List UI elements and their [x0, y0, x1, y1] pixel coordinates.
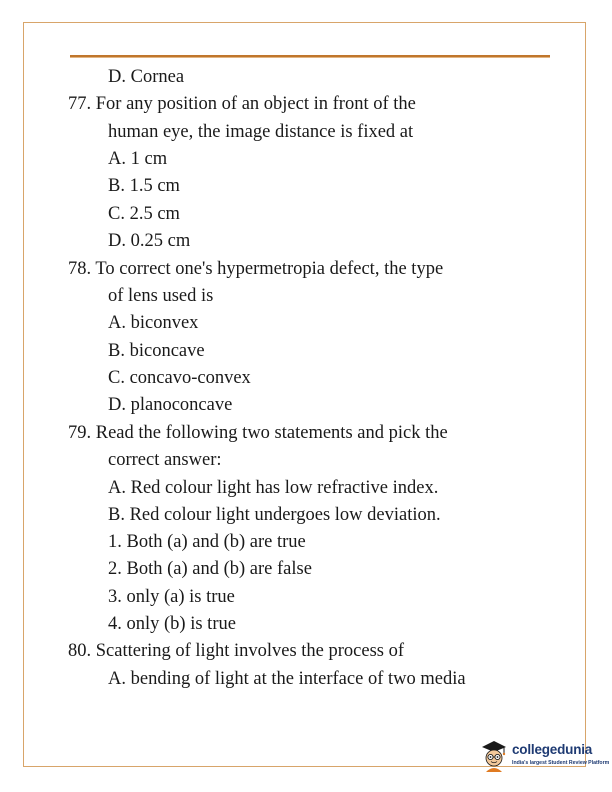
q79-statement-b: B. Red colour light undergoes low deviation. [108, 505, 441, 525]
q80-option-a: A. bending of light at the interface of two media [108, 669, 466, 689]
q76-option-d: D. Cornea [108, 67, 185, 87]
q79-option-4: 4. only (b) is true [108, 614, 236, 634]
q79-option-2: 2. Both (a) and (b) are false [108, 559, 312, 579]
q79-text: 79. Read the following two statements and pick the [68, 423, 448, 443]
q77-option-d: D. 0.25 cm [108, 231, 191, 251]
q77-option-c: C. 2.5 cm [108, 204, 180, 224]
q78-option-a: A. biconvex [108, 313, 199, 333]
header-rule [70, 55, 550, 58]
collegedunia-logo [479, 738, 610, 776]
logo-tagline: India's largest Student Review Platform [512, 760, 610, 766]
q78-text: 78. To correct one's hypermetropia defect, the type [68, 259, 444, 279]
q77-text-cont: human eye, the image distance is fixed at [108, 122, 414, 142]
q79-statement-a: A. Red colour light has low refractive index. [108, 478, 439, 498]
logo-wordmark: collegedunia [512, 742, 593, 757]
q78-option-c: C. concavo-convex [108, 368, 251, 388]
q79-option-3: 3. only (a) is true [108, 587, 235, 607]
q78-option-d: D. planoconcave [108, 395, 233, 415]
q78-text-cont: of lens used is [108, 286, 214, 306]
q79-option-1: 1. Both (a) and (b) are true [108, 532, 306, 552]
graduate-mascot-icon [479, 738, 509, 772]
q77-text: 77. For any position of an object in front of the [68, 94, 416, 114]
q80-text: 80. Scattering of light involves the process of [68, 641, 405, 661]
q77-option-a: A. 1 cm [108, 149, 168, 169]
q79-text-cont: correct answer: [108, 450, 222, 470]
q78-option-b: B. biconcave [108, 341, 205, 361]
q77-option-b: B. 1.5 cm [108, 176, 180, 196]
